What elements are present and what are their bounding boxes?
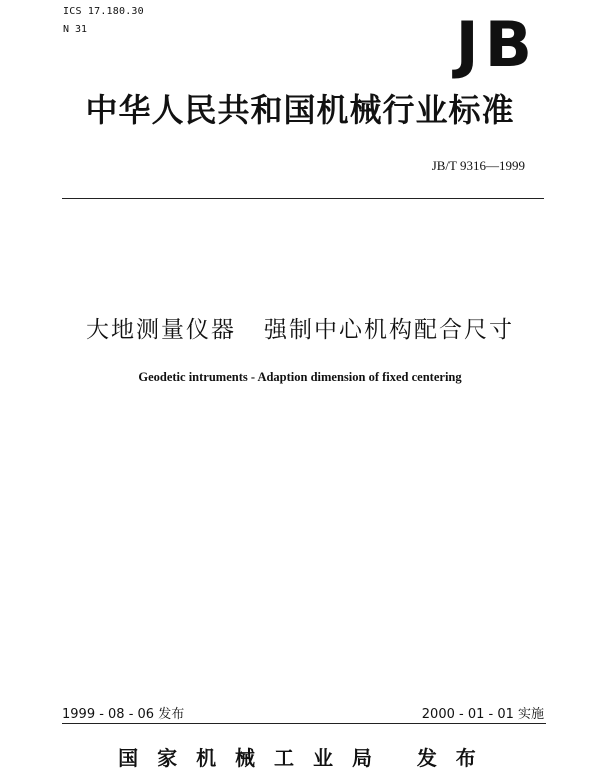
- header-divider: [62, 198, 544, 199]
- document-title-chinese: 大地测量仪器 强制中心机构配合尺寸: [86, 317, 514, 343]
- footer-divider: [62, 723, 546, 724]
- issue-date: 1999 - 08 - 06 发布: [62, 707, 185, 722]
- jb-logo: JB: [455, 8, 538, 81]
- standard-number: JB/T 9316—1999: [431, 158, 525, 173]
- standard-organization-title: 中华人民共和国机械行业标准: [85, 91, 515, 129]
- document-title-english: Geodetic intruments - Adaption dimension of fixed centering: [138, 370, 462, 384]
- ics-code: ICS 17.180.30: [63, 6, 144, 17]
- issuing-authority: 国 家 机 械 工 业 局 发 布: [118, 746, 482, 770]
- ccs-code: N 31: [63, 24, 88, 35]
- implementation-date: 2000 - 01 - 01 实施: [421, 707, 544, 722]
